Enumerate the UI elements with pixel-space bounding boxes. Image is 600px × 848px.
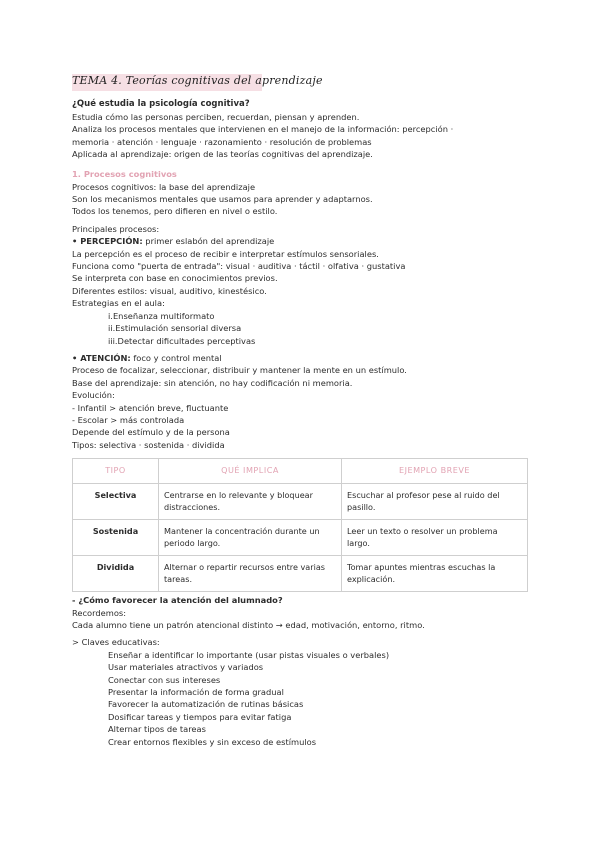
list-item: ii.Estimulación sensorial diversa — [108, 323, 242, 334]
paragraph-line: Depende del estímulo y de la persona — [72, 427, 230, 438]
paragraph-line: Evolución: — [72, 390, 115, 401]
section-heading: 1. Procesos cognitivos — [72, 168, 177, 179]
paragraph-line: Tipos: selectiva · sostenida · dividida — [72, 439, 225, 450]
list-item: i.Enseñanza multiformato — [108, 310, 215, 321]
paragraph-line: Funciona como "puerta de entrada": visual · auditiva · táctil · olfativa · gustativa — [72, 261, 406, 272]
table-row — [73, 520, 528, 556]
list-item: Usar materiales atractivos y variados — [108, 662, 264, 673]
table-row — [73, 556, 528, 592]
atencion-heading — [72, 352, 534, 364]
table-row — [73, 484, 528, 520]
percepcion-heading — [72, 235, 534, 247]
atencion-label: • ATENCIÓN: — [72, 352, 131, 363]
list-item: Presentar la información de forma gradual — [108, 687, 284, 697]
table-cell: Alternar o repartir recursos entre varias tareas. — [159, 556, 342, 592]
paragraph-line: Principales procesos: — [72, 223, 160, 234]
table-cell: Mantener la concentración durante un periodo largo. — [159, 520, 342, 556]
intro-line: Aplicada al aprendizaje: origen de las teorías cognitivas del aprendizaje. — [72, 149, 373, 160]
table-header: EJEMPLO BREVE — [342, 459, 528, 484]
atencion-subtitle: foco y control mental — [130, 352, 222, 363]
table-cell: Sostenida — [73, 520, 159, 556]
list-item: Alternar tipos de tareas — [108, 724, 206, 735]
intro-line: Estudia cómo las personas perciben, recuerdan, piensan y aprenden. — [72, 112, 360, 122]
attention-types-table — [72, 458, 528, 592]
table-header: TIPO — [73, 459, 159, 484]
percepcion-subtitle: primer eslabón del aprendizaje — [142, 236, 275, 247]
table-header: QUÉ IMPLICA — [159, 459, 342, 484]
paragraph-line: Estrategias en el aula: — [72, 298, 165, 309]
page-title: TEMA 4. Teorías cognitivas del aprendizaje — [72, 74, 323, 87]
paragraph-line: Recordemos: — [72, 607, 127, 618]
list-item: Crear entornos flexibles y sin exceso de estímulos — [108, 736, 317, 747]
paragraph-line: - Escolar > más controlada — [72, 414, 185, 425]
title-block — [72, 70, 534, 92]
list-item: Favorecer la automatización de rutinas básicas — [108, 699, 304, 710]
paragraph-line: Proceso de focalizar, seleccionar, distribuir y mantener la mente en un estímulo. — [72, 365, 407, 376]
table-cell: Centrarse en lo relevante y bloquear distracciones. — [159, 484, 342, 520]
document-page — [72, 70, 534, 748]
paragraph-line: Diferentes estilos: visual, auditivo, kinestésico. — [72, 285, 267, 296]
paragraph-line: Base del aprendizaje: sin atención, no hay codificación ni memoria. — [72, 377, 353, 388]
table-cell: Dividida — [73, 556, 159, 592]
paragraph-line: Procesos cognitivos: la base del aprendizaje — [72, 181, 256, 192]
table-header-row — [73, 459, 528, 484]
list-item: Enseñar a identificar lo importante (usar pistas visuales o verbales) — [108, 649, 390, 660]
question-heading: - ¿Cómo favorecer la atención del alumnado? — [72, 595, 283, 606]
paragraph-line: Son los mecanismos mentales que usamos para aprender y adaptarnos. — [72, 194, 373, 205]
list-item: iii.Detectar dificultades perceptivas — [108, 335, 256, 346]
question-heading: ¿Qué estudia la psicología cognitiva? — [72, 99, 250, 109]
intro-line: memoria · atención · lenguaje · razonamiento · resolución de problemas — [72, 136, 372, 147]
table-cell: Tomar apuntes mientras escuchas la explicación. — [342, 556, 528, 592]
table-cell: Leer un texto o resolver un problema largo. — [342, 520, 528, 556]
percepcion-label: • PERCEPCIÓN: — [72, 236, 143, 247]
intro-line: Analiza los procesos mentales que intervienen en el manejo de la información: percepción · — [72, 124, 454, 135]
paragraph-line: Cada alumno tiene un patrón atencional distinto → edad, motivación, entorno, ritmo. — [72, 619, 425, 630]
table-cell: Escuchar al profesor pese al ruido del pasillo. — [342, 484, 528, 520]
paragraph-line: Todos los tenemos, pero difieren en nivel o estilo. — [72, 206, 278, 217]
list-item: Dosificar tareas y tiempos para evitar fatiga — [108, 711, 292, 722]
paragraph-line: La percepción es el proceso de recibir e interpretar estímulos sensoriales. — [72, 248, 379, 259]
list-item: Conectar con sus intereses — [108, 674, 221, 685]
paragraph-line: Se interpreta con base en conocimientos previos. — [72, 273, 278, 284]
claves-heading: > Claves educativas: — [72, 637, 160, 648]
paragraph-line: - Infantil > atención breve, fluctuante — [72, 402, 229, 413]
table-cell: Selectiva — [73, 484, 159, 520]
